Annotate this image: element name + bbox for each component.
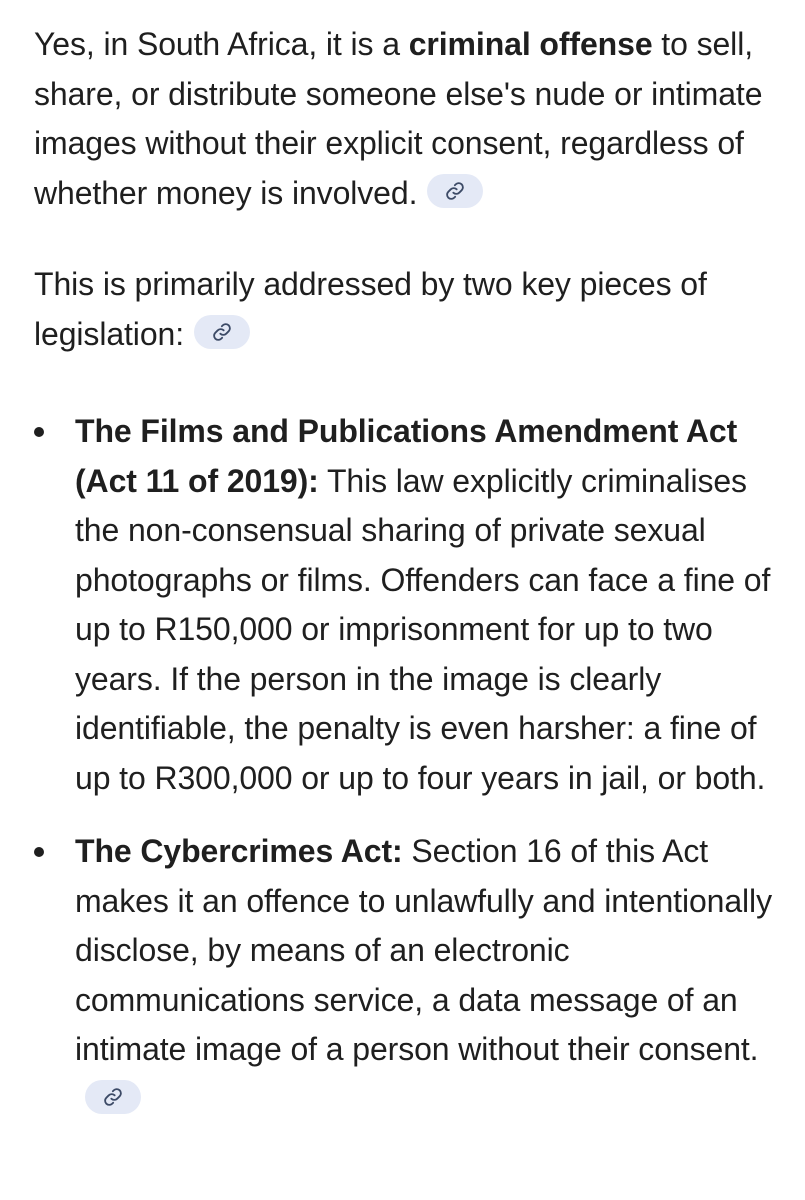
legislation-list xyxy=(34,407,782,1124)
act-description: Section 16 of this Act makes it an offence to unlawfully and intentionally disclose, by means of an electronic communications service, a data message of an intimate image of a person without their consent. xyxy=(75,833,772,1067)
list-item xyxy=(34,407,782,803)
bullet-point xyxy=(34,847,44,857)
act-title: The Cybercrimes Act: xyxy=(75,833,403,869)
intro-text-start: Yes, in South Africa, it is a xyxy=(34,26,409,62)
source-link-chip[interactable] xyxy=(427,174,483,208)
intro-paragraph xyxy=(34,20,782,218)
act-title: The Films and Publications Amendment Act (Act 11 of 2019): xyxy=(75,413,738,499)
source-link-chip[interactable] xyxy=(85,1080,141,1114)
link-icon xyxy=(445,181,465,201)
legislation-intro-paragraph xyxy=(34,260,782,359)
link-icon xyxy=(103,1087,123,1107)
intro-bold-term: criminal offense xyxy=(408,26,653,62)
source-link-chip[interactable] xyxy=(194,315,250,349)
link-icon xyxy=(212,322,232,342)
legislation-intro-text: This is primarily addressed by two key pieces of legislation: xyxy=(34,266,707,352)
act-description: This law explicitly criminalises the non-consensual sharing of private sexual photographs or films. Offenders can face a fine of up to R150,000 or imprisonment for up to two years. If the person in the image is clearly identifiable, the penalty is even harsher: a fine of up to R300,000 or up to four years in jail, or both. xyxy=(75,462,771,796)
bullet-point xyxy=(34,427,44,437)
response-content xyxy=(34,20,782,1124)
list-item xyxy=(34,827,782,1124)
intro-text-end: to sell, share, or distribute someone else's nude or intimate images without their explicit consent, regardless of whether money is involved. xyxy=(34,26,763,211)
